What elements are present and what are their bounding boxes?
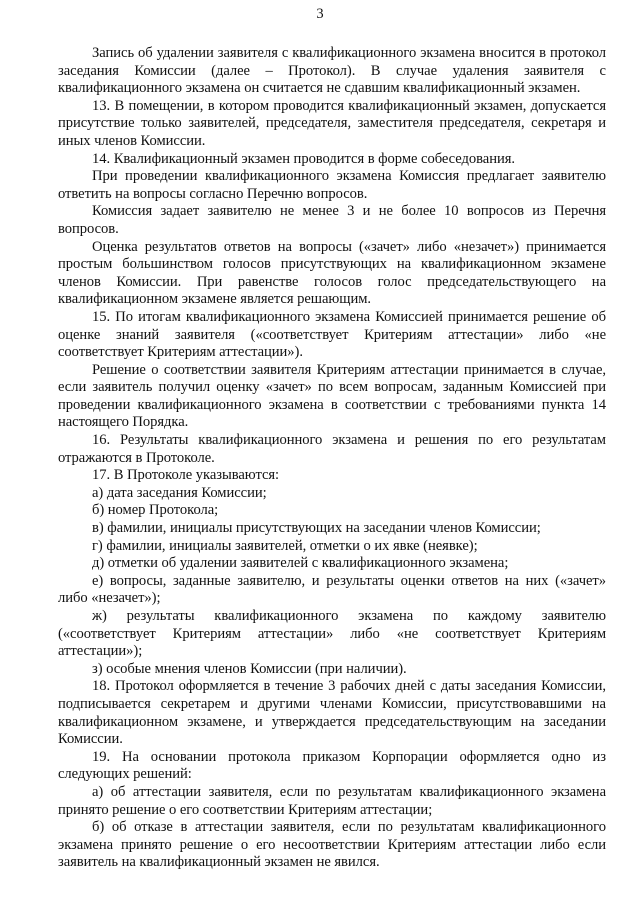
- list-item-19a: а) об аттестации заявителя, если по результатам квалификационного экзамена принято решение о его соответствии Критериям аттестации;: [58, 783, 606, 818]
- list-item-17d: д) отметки об удалении заявителей с квалификационного экзамена;: [92, 555, 509, 572]
- paragraph-14-questions: При проведении квалификационного экзамена Комиссия предлагает заявителю ответить на вопросы согласно Перечню вопросов.: [58, 168, 606, 202]
- list-item-17a: а) дата заседания Комиссии;: [92, 484, 267, 501]
- document-body: [58, 45, 606, 872]
- paragraph-13: 13. В помещении, в котором проводится квалификационный экзамен, допускается присутствие только заявителей, председателя, заместителя председателя, секретаря и иных членов Комиссии.: [58, 97, 606, 149]
- paragraph-14-question-count: Комиссия задает заявителю не менее 3 и не более 10 вопросов из Перечня вопросов.: [58, 203, 606, 237]
- paragraph-protocol-record: Запись об удалении заявителя с квалификационного экзамена вносится в протокол заседания Комиссии (далее – Протокол). В случае удаления заявителя с квалификационного экзамена он считается не сдавшим квалификационный экзамен.: [58, 45, 606, 97]
- paragraph-15: 15. По итогам квалификационного экзамена Комиссией принимается решение об оценке знаний заявителя («соответствует Критериям аттестации» либо «не соответствует Критериям аттестации»).: [58, 308, 606, 361]
- list-item-17g: г) фамилии, инициалы заявителей, отметки о их явке (неявке);: [92, 537, 478, 554]
- paragraph-14-assessment: Оценка результатов ответов на вопросы («зачет» либо «незачет») принимается простым большинством голосов присутствующих на квалификационном экзамене членов Комиссии. При равенстве голосов голос председательствующего на квалификационном экзамене является решающим.: [58, 238, 606, 308]
- list-item-17e: е) вопросы, заданные заявителю, и результаты оценки ответов на них («зачет» либо «незачет»);: [58, 572, 606, 607]
- paragraph-17: 17. В Протоколе указываются:: [92, 467, 280, 484]
- list-item-17zh: ж) результаты квалификационного экзамена по каждому заявителю («соответствует Критериям аттестации» либо «не соответствует Критериям аттестации»);: [58, 608, 606, 660]
- paragraph-15-decision: Решение о соответствии заявителя Критериям аттестации принимается в случае, если заявитель получил оценку «зачет» по всем вопросам, заданным Комиссией при проведении квалификационного экзамена в соответствии с требованиями пункта 14 настоящего Порядка.: [58, 361, 606, 431]
- paragraph-19: 19. На основании протокола приказом Корпорации оформляется одно из следующих решений:: [58, 748, 606, 783]
- page-number: 3: [316, 6, 324, 22]
- paragraph-14: 14. Квалификационный экзамен проводится в форме собеседования.: [92, 150, 516, 167]
- list-item-19b: б) об отказе в аттестации заявителя, если по результатам квалификационного экзамена принято решение о его несоответствии Критериям аттестации либо если заявитель на квалификационный экзамен не явился.: [58, 819, 606, 871]
- paragraph-16: 16. Результаты квалификационного экзамена и решения по его результатам отражаются в Протоколе.: [58, 432, 606, 466]
- paragraph-18: 18. Протокол оформляется в течение 3 рабочих дней с даты заседания Комиссии, подписывается секретарем и другими членами Комиссии, присутствовавшими на квалификационном экзамене, и утверждается председательствующим на заседании Комиссии.: [58, 678, 606, 748]
- list-item-17b: б) номер Протокола;: [92, 502, 219, 519]
- list-item-17v: в) фамилии, инициалы присутствующих на заседании членов Комиссии;: [92, 520, 541, 537]
- list-item-17z: з) особые мнения членов Комиссии (при наличии).: [92, 660, 407, 677]
